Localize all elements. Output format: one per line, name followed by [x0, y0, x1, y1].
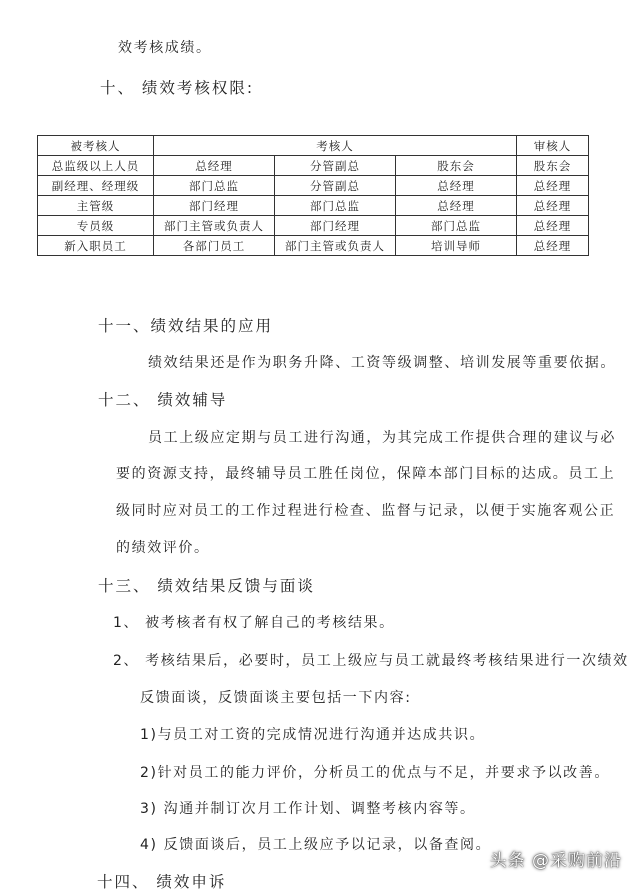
section-13-heading: 十三、 绩效结果反馈与面谈	[98, 577, 315, 595]
cell-assessor-2: 分管副总	[275, 156, 396, 176]
section-13-subitem: 2)针对员工的能力评价，分析员工的优点与不足，并要求予以改善。	[140, 765, 610, 781]
cell-reviewer: 总经理	[517, 176, 589, 196]
cell-assessor-1: 部门经理	[154, 196, 275, 216]
section-12-line: 的绩效评价。	[116, 540, 210, 556]
section-14-heading-partial	[97, 870, 227, 891]
cell-assessor-2: 部门总监	[275, 196, 396, 216]
cell-assessee: 新入职员工	[38, 236, 154, 256]
cell-assessor-1: 总经理	[154, 156, 275, 176]
cell-assessor-1: 各部门员工	[154, 236, 275, 256]
cell-assessee: 专员级	[38, 216, 154, 236]
table-row	[38, 156, 589, 176]
cell-reviewer: 股东会	[517, 156, 589, 176]
cell-assessor-2: 分管副总	[275, 176, 396, 196]
cell-assessor-2: 部门主管或负责人	[275, 236, 396, 256]
section-12-line: 员工上级应定期与员工进行沟通，为其完成工作提供合理的建议与必	[148, 430, 616, 446]
section-12-heading: 十二、 绩效辅导	[98, 391, 228, 409]
header-assessee: 被考核人	[38, 136, 154, 156]
table-header-row	[38, 136, 589, 156]
assessment-authority-table	[37, 135, 589, 256]
section-13-subitem: 3) 沟通并制订次月工作计划、调整考核内容等。	[140, 801, 476, 817]
cell-reviewer: 总经理	[517, 196, 589, 216]
section-12-line: 要的资源支持，最终辅导员工胜任岗位，保障本部门目标的达成。员工上	[116, 466, 616, 482]
source-watermark: 头条 @采购前沿	[489, 851, 622, 871]
cell-assessee: 主管级	[38, 196, 154, 216]
cell-assessor-3: 部门总监	[396, 216, 517, 236]
header-reviewer: 审核人	[517, 136, 589, 156]
section-11-heading: 十一、绩效结果的应用	[98, 317, 274, 335]
cell-reviewer: 总经理	[517, 236, 589, 256]
cell-assessee: 总监级以上人员	[38, 156, 154, 176]
section-13-item-2-cont: 反馈面谈，反馈面谈主要包括一下内容:	[140, 690, 412, 706]
header-assessor: 考核人	[154, 136, 517, 156]
table-row	[38, 176, 589, 196]
cell-assessee: 副经理、经理级	[38, 176, 154, 196]
cell-assessor-1: 部门总监	[154, 176, 275, 196]
section-13-subitem: 1)与员工对工资的完成情况进行沟通并达成共识。	[140, 727, 486, 743]
section-13-item-2: 2、 考核结果后，必要时，员工上级应与员工就最终考核结果进行一次绩效	[113, 653, 629, 669]
cell-reviewer: 总经理	[517, 216, 589, 236]
section-12-line: 级同时应对员工的工作过程进行检查、监督与记录，以便于实施客观公正	[116, 503, 616, 519]
table-row	[38, 236, 589, 256]
table-row	[38, 216, 589, 236]
cell-assessor-2: 部门经理	[275, 216, 396, 236]
section-13-item-1: 1、 被考核者有权了解自己的考核结果。	[113, 615, 395, 631]
section-10-heading: 十、 绩效考核权限:	[100, 79, 255, 97]
cell-assessor-1: 部门主管或负责人	[154, 216, 275, 236]
table-row	[38, 196, 589, 216]
cell-assessor-3: 总经理	[396, 196, 517, 216]
cell-assessor-3: 股东会	[396, 156, 517, 176]
section-11-body: 绩效结果还是作为职务升降、工资等级调整、培训发展等重要依据。	[148, 355, 616, 371]
section-13-subitem: 4) 反馈面谈后，员工上级应予以记录，以备查阅。	[140, 837, 492, 853]
cell-assessor-3: 总经理	[396, 176, 517, 196]
section-14-heading-text: 十四、 绩效申诉	[97, 873, 227, 891]
cell-assessor-3: 培训导师	[396, 236, 517, 256]
continued-text: 效考核成绩。	[118, 40, 212, 56]
